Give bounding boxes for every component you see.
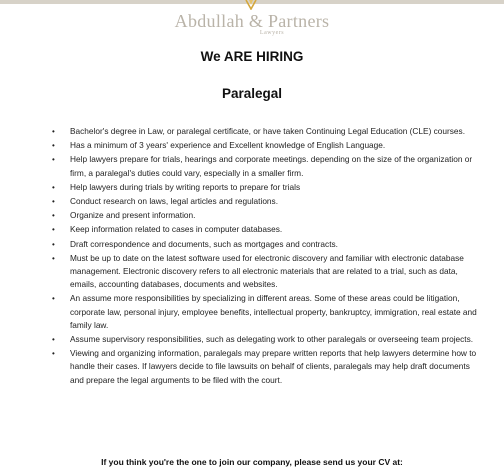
requirement-text: Must be up to date on the latest software used for electronic discovery and familiar with electronic database management. Electronic discovery refers to all electronic materials that are related to a trial, such as data, emails, accounting databases, documents and websites. bbox=[70, 252, 464, 290]
requirement-text: Assume supervisory responsibilities, such as delegating work to other paralegals or overseeing team projects. bbox=[70, 334, 474, 345]
hiring-heading: We ARE HIRING bbox=[200, 49, 304, 64]
requirement-text: Conduct research on laws, legal articles and regulations. bbox=[70, 196, 278, 207]
bullet-icon: • bbox=[52, 294, 55, 304]
bullet-icon: • bbox=[52, 253, 55, 263]
list-item bbox=[52, 139, 480, 152]
list-item bbox=[52, 333, 480, 346]
company-name: Abdullah & Partners bbox=[174, 11, 330, 31]
requirement-text: Keep information related to cases in computer databases. bbox=[70, 224, 283, 235]
scales-logo-icon bbox=[238, 0, 264, 10]
bullet-icon: • bbox=[52, 182, 55, 192]
bullet-icon: • bbox=[52, 127, 55, 136]
requirements-list bbox=[52, 125, 480, 388]
requirement-text: Organize and present information. bbox=[70, 210, 196, 221]
bullet-icon: • bbox=[52, 349, 55, 359]
bullet-icon: • bbox=[52, 141, 55, 151]
position-title: Paralegal bbox=[221, 86, 283, 101]
list-item bbox=[52, 209, 480, 222]
list-item bbox=[52, 238, 480, 251]
company-subtitle: Lawyers bbox=[259, 30, 285, 36]
bullet-icon: • bbox=[52, 155, 55, 165]
bullet-icon: • bbox=[52, 197, 55, 207]
list-item bbox=[52, 223, 480, 236]
requirement-text: Has a minimum of 3 years' experience and Excellent knowledge of English Language. bbox=[70, 140, 386, 151]
bullet-icon: • bbox=[52, 225, 55, 235]
requirement-text: Help lawyers prepare for trials, hearings and corporate meetings. depending on the size of the organization or firm, a paralegal's duties could vary, especially in a smaller firm. bbox=[70, 154, 473, 178]
bullet-icon: • bbox=[52, 335, 55, 345]
application-cta: If you think you're the one to join our company, please send us your CV at: bbox=[101, 457, 403, 467]
list-item bbox=[52, 292, 480, 332]
requirement-text: Help lawyers during trials by writing reports to prepare for trials bbox=[70, 181, 301, 192]
requirement-text: Draft correspondence and documents, such as mortgages and contracts. bbox=[70, 238, 338, 249]
list-item bbox=[52, 252, 480, 292]
requirement-text: An assume more responsibilities by specializing in different areas. Some of these areas could be litigation, corporate law, personal injury, employee benefits, intellectual property, bankruptcy, immigration, real estate and family law. bbox=[70, 293, 477, 330]
bullet-icon: • bbox=[52, 239, 55, 249]
list-item bbox=[52, 181, 480, 194]
list-item bbox=[52, 195, 480, 208]
company-logo bbox=[0, 0, 504, 40]
requirement-text: Viewing and organizing information, paralegals may prepare written reports that help lawyers determine how to handle their cases. If lawyers decide to file lawsuits on behalf of clients, paralegals may help draft documents and prepare the legal arguments to be filed with the court. bbox=[70, 348, 477, 385]
list-item bbox=[52, 153, 480, 179]
requirement-text: Bachelor's degree in Law, or paralegal certificate, or have taken Continuing Legal Education (CLE) courses. bbox=[70, 126, 465, 136]
bullet-icon: • bbox=[52, 211, 55, 221]
list-item bbox=[52, 125, 480, 138]
list-item bbox=[52, 347, 480, 387]
